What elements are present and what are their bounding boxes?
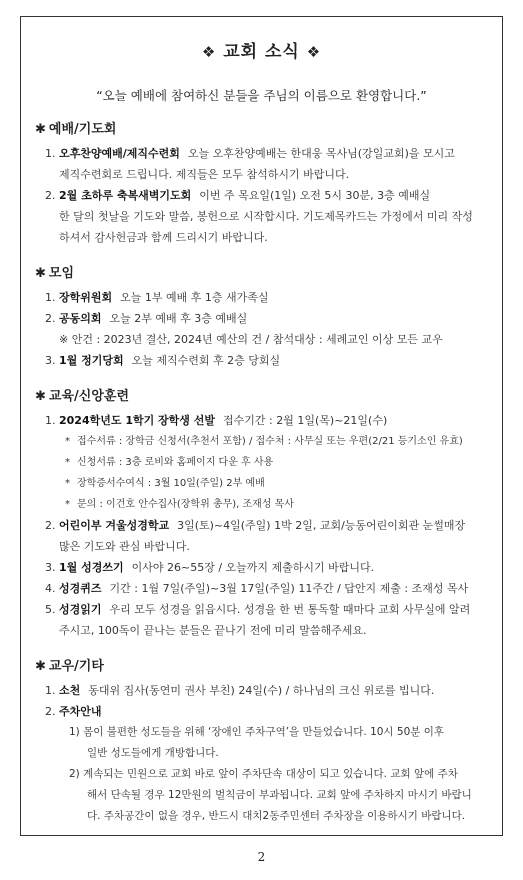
item-title: 어린이부 겨울성경학교 (59, 519, 170, 532)
item-title: 소천 (59, 684, 81, 697)
list-item (35, 578, 488, 599)
section-heading (35, 655, 488, 674)
section-heading-text: 교육/신앙훈련 (48, 389, 130, 404)
list-item (35, 287, 488, 308)
sub-bullet-text: 장학증서수여식 : 3월 10일(주일) 2부 예배 (77, 478, 265, 489)
item-text: 기간 : 1월 7일(주일)~3월 17일(주일) 11주간 / 답안지 제출 : 조재성 목사 (109, 582, 469, 595)
bulletin-page (20, 16, 503, 836)
bullet-icon: * (65, 478, 70, 489)
item-text: 오늘 제직수련회 후 2층 당회실 (131, 354, 281, 367)
item-number: 3. (45, 354, 56, 367)
item-continuation: 많은 기도와 관심 바랍니다. (59, 540, 190, 553)
item-title: 2024학년도 1학기 장학생 선발 (59, 414, 216, 427)
section-2 (35, 385, 488, 641)
item-number: 2. (45, 312, 56, 325)
star-icon: ✱ (35, 659, 46, 674)
item-continuation: 제직수련회로 드립니다. 제직들은 모두 참석하시기 바랍니다. (59, 168, 350, 181)
bullet-icon: * (65, 499, 70, 510)
star-icon: ✱ (35, 122, 46, 137)
news-sections (35, 118, 488, 827)
subitem-text: 몸이 불편한 성도들을 위해 ‘장애인 주차구역’을 만들었습니다. 10시 50분 이후 (83, 726, 445, 738)
sub-bullet-text: 문의 : 이건호 안수집사(장학위 총무), 조재성 목사 (77, 499, 294, 510)
item-title: 2월 초하루 축복새벽기도회 (59, 189, 192, 202)
sub-bullet-text: 접수서류 : 장학금 신청서(추천서 포함) / 접수처 : 사무실 또는 우편(2/21 등기소인 유효) (77, 436, 463, 447)
item-number: 1. (45, 291, 56, 304)
section-heading-text: 예배/기도회 (48, 122, 117, 137)
page-number: 2 (257, 850, 266, 864)
sub-bullet (35, 473, 488, 494)
sub-bullet (35, 452, 488, 473)
subitem-text: 다. 주차공간이 없을 경우, 반드시 대치2동주민센터 주차장을 이용하시기 바랍니다. (87, 810, 466, 822)
section-heading (35, 385, 488, 404)
diamond-ornament-icon: ❖ (201, 43, 217, 61)
item-title: 1월 정기당회 (59, 354, 124, 367)
numbered-subitem-line (35, 806, 488, 827)
section-heading (35, 262, 488, 281)
item-text: 이사야 26~55장 / 오늘까지 제출하시기 바랍니다. (131, 561, 375, 574)
sub-bullet (35, 494, 488, 515)
item-text: 오늘 오후찬양예배는 한대웅 목사님(강일교회)을 모시고 (187, 147, 455, 160)
subitem-label: 2) (69, 768, 84, 780)
item-number: 2. (45, 189, 56, 202)
item-continuation: 하셔서 감사헌금과 함께 드리시기 바랍니다. (59, 231, 268, 244)
item-title: 오후찬양예배/제직수련회 (59, 147, 180, 160)
section-heading-text: 교우/기타 (48, 659, 104, 674)
sub-bullet-text: 신청서류 : 3층 로비와 홈페이지 다운 후 사용 (77, 457, 274, 468)
subitem-label: 1) (69, 726, 84, 738)
item-title: 성경퀴즈 (59, 582, 102, 595)
diamond-ornament-icon: ❖ (306, 43, 322, 61)
list-item (35, 350, 488, 371)
greeting-text: “오늘 예배에 참여하신 분들을 주님의 이름으로 환영합니다.” (96, 88, 427, 103)
sub-bullet (35, 431, 488, 452)
numbered-subitem-line (35, 764, 488, 785)
item-number: 1. (45, 147, 56, 160)
item-text: 이번 주 목요일(1일) 오전 5시 30분, 3층 예배실 (199, 189, 431, 202)
numbered-subitem-line (35, 722, 488, 743)
section-1 (35, 262, 488, 371)
item-text: 오늘 2부 예배 후 3층 예배실 (109, 312, 248, 325)
item-title: 공동의회 (59, 312, 102, 325)
list-item (35, 680, 488, 701)
list-item (35, 410, 488, 431)
subitem-text: 일반 성도들에게 개방합니다. (87, 747, 219, 759)
list-item (35, 308, 488, 329)
item-title: 장학위원회 (59, 291, 113, 304)
section-heading-text: 모임 (48, 266, 75, 281)
item-title: 주차안내 (59, 705, 102, 718)
item-title: 성경읽기 (59, 603, 102, 616)
list-item (35, 143, 488, 164)
item-number: 2. (45, 519, 56, 532)
list-item (35, 701, 488, 722)
subitem-text: 해서 단속될 경우 12만원의 벌칙금이 부과됩니다. 교회 앞에 주차하지 마시기 바랍니 (87, 789, 472, 801)
bullet-icon: * (65, 457, 70, 468)
subitem-text: 계속되는 민원으로 교회 바로 앞이 주차단속 대상이 되고 있습니다. 교회 앞에 주차 (83, 768, 458, 780)
item-continuation: 주시고, 100독이 끝나는 분들은 끝나기 전에 미리 말씀해주세요. (59, 624, 367, 637)
item-text: 우리 모두 성경을 읽읍시다. 성경을 한 번 통독할 때마다 교회 사무실에 알려 (109, 603, 471, 616)
item-continuation: 한 달의 첫날을 기도와 말씀, 봉헌으로 시작합시다. 기도제목카드는 가정에서 미리 작성 (59, 210, 473, 223)
section-heading (35, 118, 488, 137)
item-number: 5. (45, 603, 56, 616)
item-number: 1. (45, 684, 56, 697)
section-0 (35, 118, 488, 248)
star-icon: ✱ (35, 266, 46, 281)
item-text: 오늘 1부 예배 후 1층 새가족실 (120, 291, 269, 304)
numbered-subitem-line (35, 743, 488, 764)
item-number: 3. (45, 561, 56, 574)
item-number: 2. (45, 705, 56, 718)
list-item (35, 599, 488, 620)
section-3 (35, 655, 488, 827)
item-number: 1. (45, 414, 56, 427)
title-text: 교회 소식 (223, 42, 300, 62)
item-text: 3일(토)~4일(주일) 1박 2일, 교회/능동어린이회관 눈썰매장 (177, 519, 466, 532)
item-title: 1월 성경쓰기 (59, 561, 124, 574)
page-title (35, 37, 488, 62)
item-text: 동대위 집사(동연미 권사 부친) 24일(수) / 하나님의 크신 위로를 빕니다. (88, 684, 435, 697)
star-icon: ✱ (35, 389, 46, 404)
bullet-icon: * (65, 436, 70, 447)
list-item (35, 185, 488, 206)
item-number: 4. (45, 582, 56, 595)
item-note: ※ 안건 : 2023년 결산, 2024년 예산의 건 / 참석대상 : 세례교인 이상 모든 교우 (59, 333, 443, 346)
list-item (35, 515, 488, 536)
list-item (35, 557, 488, 578)
numbered-subitem-line (35, 785, 488, 806)
item-text: 접수기간 : 2월 1일(목)~21일(수) (223, 414, 388, 427)
